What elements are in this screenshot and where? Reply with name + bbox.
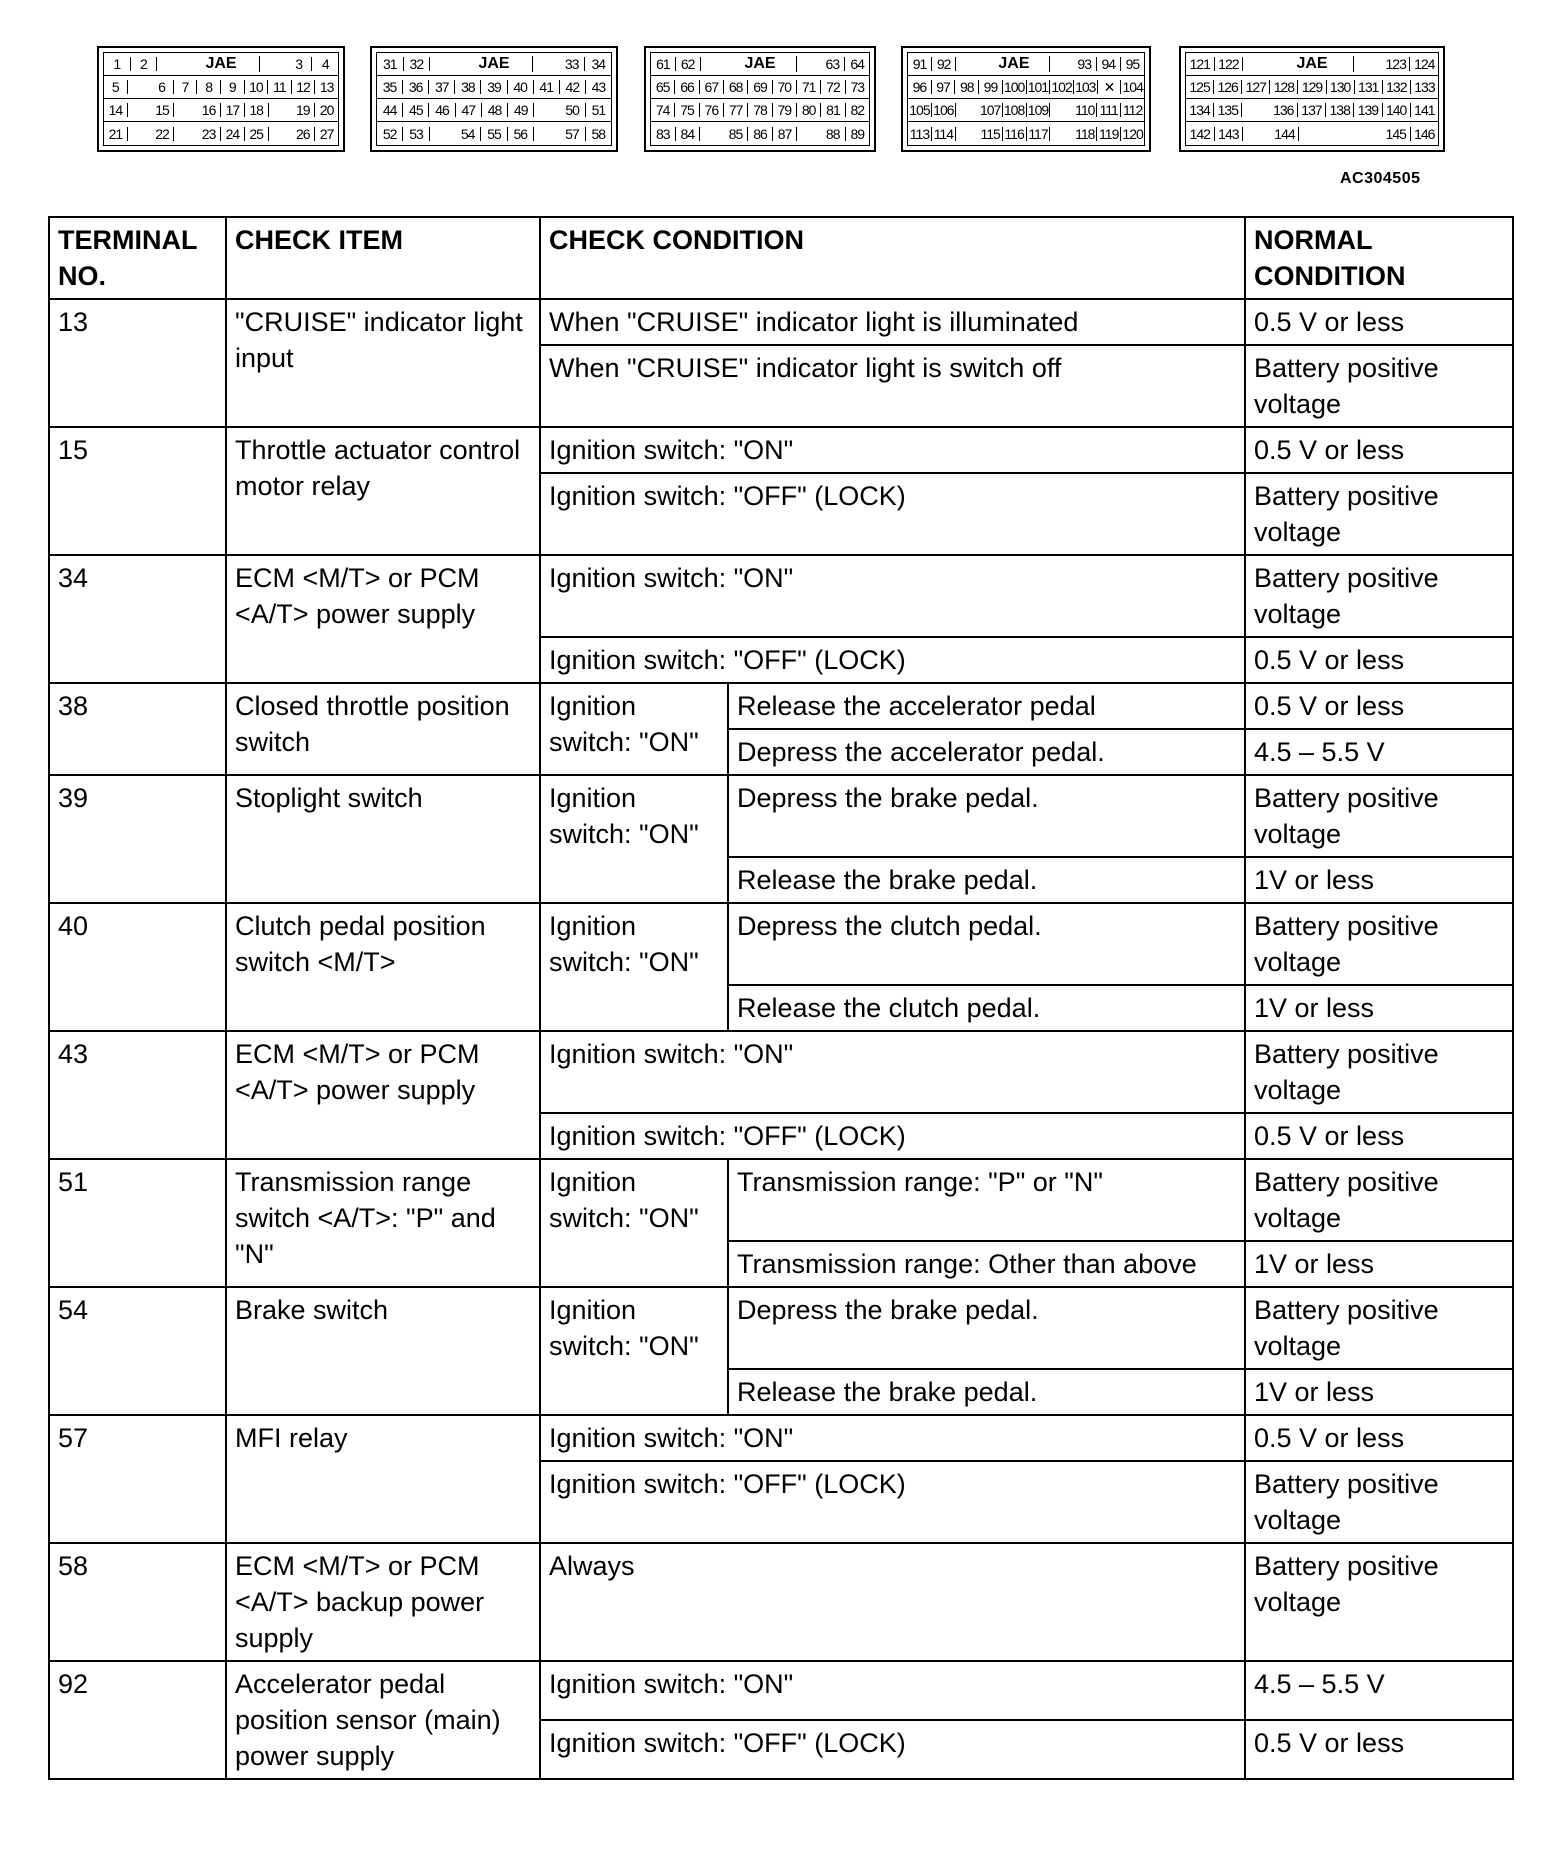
- check-condition-cell: Release the brake pedal.: [728, 857, 1245, 903]
- check-item-cell: Stoplight switch: [226, 775, 540, 903]
- check-item-cell: MFI relay: [226, 1415, 540, 1543]
- connector-pin: 142: [1186, 127, 1215, 141]
- connector-pin: 113: [908, 127, 932, 141]
- connector-label: JAE: [1271, 56, 1355, 72]
- connector-pin: 139: [1354, 103, 1382, 117]
- connector-pin: 19: [291, 103, 315, 117]
- connector-pin: 41: [534, 80, 560, 94]
- connector-pin: 39: [481, 80, 507, 94]
- connector-pin: 63: [820, 57, 845, 71]
- normal-condition-cell: Battery positive voltage: [1245, 473, 1513, 555]
- check-item-cell: Brake switch: [226, 1287, 540, 1415]
- check-item-cell: Transmission range switch <A/T>: "P" and "N": [226, 1159, 540, 1287]
- connector-pin: 6: [150, 80, 174, 94]
- ignition-group-cell: Ignition switch: "ON": [540, 775, 728, 903]
- connector-pin: 31: [377, 57, 404, 71]
- header-terminal: TERMINAL NO.: [49, 217, 226, 299]
- ignition-group-cell: Ignition switch: "ON": [540, 1287, 728, 1415]
- connector-pin: 82: [850, 103, 865, 117]
- connector-pin: 34: [591, 57, 606, 71]
- header-check-item: CHECK ITEM: [226, 217, 540, 299]
- connector-2: [370, 46, 618, 152]
- normal-condition-cell: Battery positive voltage: [1245, 903, 1513, 985]
- connector-1: [97, 46, 345, 152]
- check-condition-cell: When "CRUISE" indicator light is switch off: [540, 345, 1245, 427]
- connector-pin: 38: [455, 80, 481, 94]
- connector-pin: 87: [773, 127, 798, 141]
- table-row: [49, 1031, 1513, 1113]
- connector-pin: 103: [1074, 80, 1098, 94]
- connector-pin: 78: [748, 103, 772, 117]
- table-row: [49, 299, 1513, 345]
- normal-condition-cell: Battery positive voltage: [1245, 1287, 1513, 1369]
- normal-condition-cell: 4.5 – 5.5 V: [1245, 1661, 1513, 1720]
- connector-pin: 53: [403, 127, 429, 141]
- connector-pin: 111: [1097, 103, 1121, 117]
- terminal-cell: 51: [49, 1159, 226, 1287]
- connector-pin: 94: [1097, 57, 1121, 71]
- connector-pin: 25: [245, 127, 269, 141]
- check-condition-cell: Ignition switch: "OFF" (LOCK): [540, 473, 1245, 555]
- connector-pin: 71: [797, 80, 821, 94]
- connector-label: JAE: [456, 56, 534, 72]
- connector-pin: 20: [319, 103, 334, 117]
- check-condition-cell: Depress the brake pedal.: [728, 1287, 1245, 1369]
- connector-pin: 15: [151, 103, 175, 117]
- connector-pin: 140: [1383, 103, 1411, 117]
- connector-pin: 40: [508, 80, 534, 94]
- connector-pin: 136: [1270, 103, 1298, 117]
- connector-pin: 127: [1242, 80, 1270, 94]
- connector-pin: 14: [104, 103, 128, 117]
- connector-pin: 89: [850, 126, 865, 141]
- connector-pin: 54: [455, 127, 481, 141]
- connector-pin: 45: [403, 103, 429, 117]
- connector-pin: 67: [700, 80, 724, 94]
- check-condition-cell: Release the accelerator pedal: [728, 683, 1245, 729]
- normal-condition-cell: 0.5 V or less: [1245, 1720, 1513, 1779]
- check-condition-cell: Ignition switch: "ON": [540, 427, 1245, 473]
- connector-pin: 32: [404, 57, 431, 71]
- table-row: [49, 1287, 1513, 1369]
- connector-pin: 21: [104, 127, 128, 141]
- connector-pin: ✕: [1098, 80, 1122, 94]
- normal-condition-cell: Battery positive voltage: [1245, 1159, 1513, 1241]
- connector-pin: 99: [979, 80, 1003, 94]
- connector-pin: 133: [1414, 80, 1435, 94]
- connector-pin: 138: [1326, 103, 1354, 117]
- connector-pin: 5: [104, 80, 128, 94]
- normal-condition-cell: 4.5 – 5.5 V: [1245, 729, 1513, 775]
- check-condition-cell: Ignition switch: "OFF" (LOCK): [540, 637, 1245, 683]
- check-condition-cell: When "CRUISE" indicator light is illuminated: [540, 299, 1245, 345]
- table-row: [49, 903, 1513, 985]
- normal-condition-cell: 1V or less: [1245, 985, 1513, 1031]
- connector-pin: 13: [319, 80, 334, 94]
- normal-condition-cell: 0.5 V or less: [1245, 427, 1513, 473]
- connector-label: JAE: [724, 56, 796, 72]
- normal-condition-cell: 0.5 V or less: [1245, 1113, 1513, 1159]
- normal-condition-cell: Battery positive voltage: [1245, 345, 1513, 427]
- table-row: [49, 427, 1513, 473]
- connector-pin: 143: [1215, 127, 1244, 141]
- check-condition-cell: Depress the accelerator pedal.: [728, 729, 1245, 775]
- table-row: [49, 683, 1513, 729]
- connector-pin: 131: [1355, 80, 1383, 94]
- table-row: [49, 1159, 1513, 1241]
- connector-pin: 124: [1414, 57, 1435, 71]
- check-item-cell: Closed throttle position switch: [226, 683, 540, 775]
- normal-condition-cell: 1V or less: [1245, 857, 1513, 903]
- normal-condition-cell: Battery positive voltage: [1245, 555, 1513, 637]
- check-item-cell: "CRUISE" indicator light input: [226, 299, 540, 427]
- check-item-cell: ECM <M/T> or PCM <A/T> power supply: [226, 555, 540, 683]
- connector-pin: 8: [197, 80, 221, 94]
- connector-pin: 77: [724, 103, 748, 117]
- check-condition-cell: Ignition switch: "ON": [540, 1031, 1245, 1113]
- check-item-cell: Clutch pedal position switch <M/T>: [226, 903, 540, 1031]
- connector-pin: 9: [221, 80, 245, 94]
- connector-pin: 36: [403, 80, 429, 94]
- connector-pin: 120: [1122, 126, 1143, 141]
- connector-pin: 134: [1186, 103, 1214, 117]
- connector-pin: 57: [559, 127, 585, 141]
- connector-pin: 68: [724, 80, 748, 94]
- terminal-cell: 13: [49, 299, 226, 427]
- connector-pin: 58: [591, 126, 606, 141]
- normal-condition-cell: 0.5 V or less: [1245, 637, 1513, 683]
- terminal-cell: 57: [49, 1415, 226, 1543]
- ignition-group-cell: Ignition switch: "ON": [540, 683, 728, 775]
- connector-pin: 109: [1027, 103, 1051, 117]
- check-condition-cell: Ignition switch: "ON": [540, 1661, 1245, 1720]
- connector-diagram: [97, 46, 1457, 156]
- check-item-cell: ECM <M/T> or PCM <A/T> power supply: [226, 1031, 540, 1159]
- connector-pin: 119: [1097, 127, 1121, 141]
- connector-pin: 52: [377, 127, 403, 141]
- connector-pin: 86: [748, 127, 773, 141]
- connector-pin: 27: [319, 126, 334, 141]
- connector-pin: 110: [1073, 103, 1097, 117]
- connector-pin: 66: [675, 80, 699, 94]
- check-condition-cell: Ignition switch: "ON": [540, 1415, 1245, 1461]
- connector-pin: 51: [591, 103, 606, 117]
- connector-pin: 114: [932, 127, 956, 141]
- normal-condition-cell: Battery positive voltage: [1245, 1031, 1513, 1113]
- connector-pin: 95: [1125, 57, 1140, 71]
- connector-pin: 10: [245, 80, 269, 94]
- connector-pin: 73: [850, 80, 865, 94]
- connector-pin: 93: [1073, 57, 1097, 71]
- connector-pin: 26: [291, 127, 315, 141]
- connector-pin: 76: [700, 103, 724, 117]
- connector-pin: 117: [1027, 127, 1051, 141]
- normal-condition-cell: 0.5 V or less: [1245, 683, 1513, 729]
- terminal-cell: 15: [49, 427, 226, 555]
- terminal-check-table: [48, 216, 1514, 1780]
- connector-pin: 132: [1383, 80, 1411, 94]
- connector-pin: 74: [651, 103, 675, 117]
- connector-pin: 96: [908, 80, 932, 94]
- check-condition-cell: Ignition switch: "OFF" (LOCK): [540, 1461, 1245, 1543]
- check-condition-cell: Always: [540, 1543, 1245, 1661]
- connector-pin: 101: [1027, 80, 1051, 94]
- terminal-cell: 43: [49, 1031, 226, 1159]
- connector-pin: 61: [651, 57, 676, 71]
- connector-pin: 116: [1003, 127, 1027, 141]
- connector-pin: 18: [245, 103, 269, 117]
- connector-pin: 137: [1298, 103, 1326, 117]
- normal-condition-cell: Battery positive voltage: [1245, 1461, 1513, 1543]
- connector-pin: 69: [748, 80, 772, 94]
- terminal-cell: 54: [49, 1287, 226, 1415]
- connector-pin: 100: [1003, 80, 1027, 94]
- connector-pin: 75: [675, 103, 699, 117]
- connector-pin: 48: [482, 103, 508, 117]
- connector-pin: 144: [1271, 127, 1300, 141]
- connector-pin: 1: [104, 57, 131, 71]
- check-condition-cell: Transmission range: Other than above: [728, 1241, 1245, 1287]
- connector-pin: 70: [773, 80, 797, 94]
- connector-pin: 17: [221, 103, 245, 117]
- table-row: [49, 1661, 1513, 1720]
- normal-condition-cell: 1V or less: [1245, 1241, 1513, 1287]
- connector-pin: 105: [908, 103, 932, 117]
- connector-pin: 122: [1215, 57, 1244, 71]
- connector-pin: 121: [1186, 57, 1215, 71]
- connector-pin: 22: [151, 127, 175, 141]
- check-condition-cell: Transmission range: "P" or "N": [728, 1159, 1245, 1241]
- check-condition-cell: Release the brake pedal.: [728, 1369, 1245, 1415]
- normal-condition-cell: 0.5 V or less: [1245, 299, 1513, 345]
- connector-pin: 56: [508, 127, 534, 141]
- connector-pin: 80: [797, 103, 821, 117]
- connector-pin: 35: [377, 80, 403, 94]
- connector-pin: 46: [429, 103, 455, 117]
- connector-pin: 115: [979, 127, 1003, 141]
- connector-pin: 129: [1298, 80, 1326, 94]
- connector-pin: 81: [821, 103, 845, 117]
- connector-pin: 126: [1214, 80, 1242, 94]
- connector-pin: 2: [131, 57, 158, 71]
- connector-pin: 106: [932, 103, 956, 117]
- normal-condition-cell: Battery positive voltage: [1245, 1543, 1513, 1661]
- connector-5: [1179, 46, 1445, 152]
- connector-pin: 125: [1186, 80, 1214, 94]
- check-condition-cell: Depress the brake pedal.: [728, 775, 1245, 857]
- connector-pin: 123: [1382, 57, 1411, 71]
- check-condition-cell: Ignition switch: "OFF" (LOCK): [540, 1113, 1245, 1159]
- connector-pin: 33: [559, 57, 586, 71]
- connector-pin: 23: [197, 127, 221, 141]
- connector-pin: 112: [1122, 103, 1143, 117]
- connector-pin: 11: [268, 80, 292, 94]
- connector-pin: 104: [1122, 80, 1143, 94]
- check-condition-cell: Release the clutch pedal.: [728, 985, 1245, 1031]
- normal-condition-cell: 0.5 V or less: [1245, 1415, 1513, 1461]
- connector-pin: 141: [1414, 103, 1435, 117]
- connector-pin: 118: [1073, 127, 1097, 141]
- table-row: [49, 1415, 1513, 1461]
- connector-pin: 91: [908, 57, 932, 71]
- normal-condition-cell: Battery positive voltage: [1245, 775, 1513, 857]
- table-header-row: [49, 217, 1513, 299]
- connector-pin: 12: [292, 80, 316, 94]
- connector-pin: 37: [429, 80, 455, 94]
- connector-3: [644, 46, 876, 152]
- connector-pin: 97: [932, 80, 956, 94]
- check-item-cell: Accelerator pedal position sensor (main) power supply: [226, 1661, 540, 1779]
- connector-pin: 102: [1050, 80, 1074, 94]
- connector-pin: 130: [1327, 80, 1355, 94]
- connector-pin: 83: [651, 127, 676, 141]
- check-condition-cell: Ignition switch: "ON": [540, 555, 1245, 637]
- connector-pin: 84: [676, 127, 701, 141]
- connector-pin: 65: [651, 80, 675, 94]
- terminal-cell: 58: [49, 1543, 226, 1661]
- connector-pin: 43: [591, 80, 606, 94]
- connector-pin: 85: [724, 127, 749, 141]
- connector-pin: 44: [377, 103, 403, 117]
- connector-pin: 79: [773, 103, 797, 117]
- connector-pin: 55: [481, 127, 507, 141]
- connector-pin: 49: [508, 103, 534, 117]
- ignition-group-cell: Ignition switch: "ON": [540, 1159, 728, 1287]
- table-row: [49, 775, 1513, 857]
- connector-pin: 145: [1382, 127, 1411, 141]
- table-row: [49, 1543, 1513, 1661]
- connector-pin: 24: [221, 127, 245, 141]
- check-item-cell: Throttle actuator control motor relay: [226, 427, 540, 555]
- connector-pin: 16: [197, 103, 221, 117]
- check-condition-cell: Ignition switch: "OFF" (LOCK): [540, 1720, 1245, 1779]
- connector-pin: 62: [676, 57, 701, 71]
- connector-pin: 146: [1414, 126, 1435, 141]
- connector-pin: 3: [286, 57, 313, 71]
- header-check-condition: CHECK CONDITION: [540, 217, 1245, 299]
- connector-pin: 50: [560, 103, 586, 117]
- connector-pin: 47: [456, 103, 482, 117]
- header-normal-condition: NORMAL CONDITION: [1245, 217, 1513, 299]
- normal-condition-cell: 1V or less: [1245, 1369, 1513, 1415]
- connector-pin: 7: [174, 80, 198, 94]
- connector-pin: 108: [1003, 103, 1027, 117]
- connector-pin: 107: [979, 103, 1003, 117]
- connector-4: [901, 46, 1151, 152]
- connector-pin: 92: [932, 57, 956, 71]
- connector-pin: 88: [821, 127, 846, 141]
- figure-code: AC304505: [1340, 170, 1421, 187]
- table-row: [49, 555, 1513, 637]
- terminal-cell: 40: [49, 903, 226, 1031]
- terminal-cell: 34: [49, 555, 226, 683]
- check-item-cell: ECM <M/T> or PCM <A/T> backup power supply: [226, 1543, 540, 1661]
- connector-pin: 42: [560, 80, 586, 94]
- connector-pin: 98: [955, 80, 979, 94]
- connector-pin: 128: [1270, 80, 1298, 94]
- connector-pin: 135: [1214, 103, 1242, 117]
- connector-pin: 72: [821, 80, 845, 94]
- check-condition-cell: Depress the clutch pedal.: [728, 903, 1245, 985]
- terminal-cell: 92: [49, 1661, 226, 1779]
- connector-label: JAE: [979, 56, 1049, 72]
- terminal-cell: 39: [49, 775, 226, 903]
- terminal-cell: 38: [49, 683, 226, 775]
- ignition-group-cell: Ignition switch: "ON": [540, 903, 728, 1031]
- connector-pin: 64: [850, 57, 864, 71]
- connector-pin: 4: [321, 57, 329, 71]
- connector-label: JAE: [183, 56, 261, 72]
